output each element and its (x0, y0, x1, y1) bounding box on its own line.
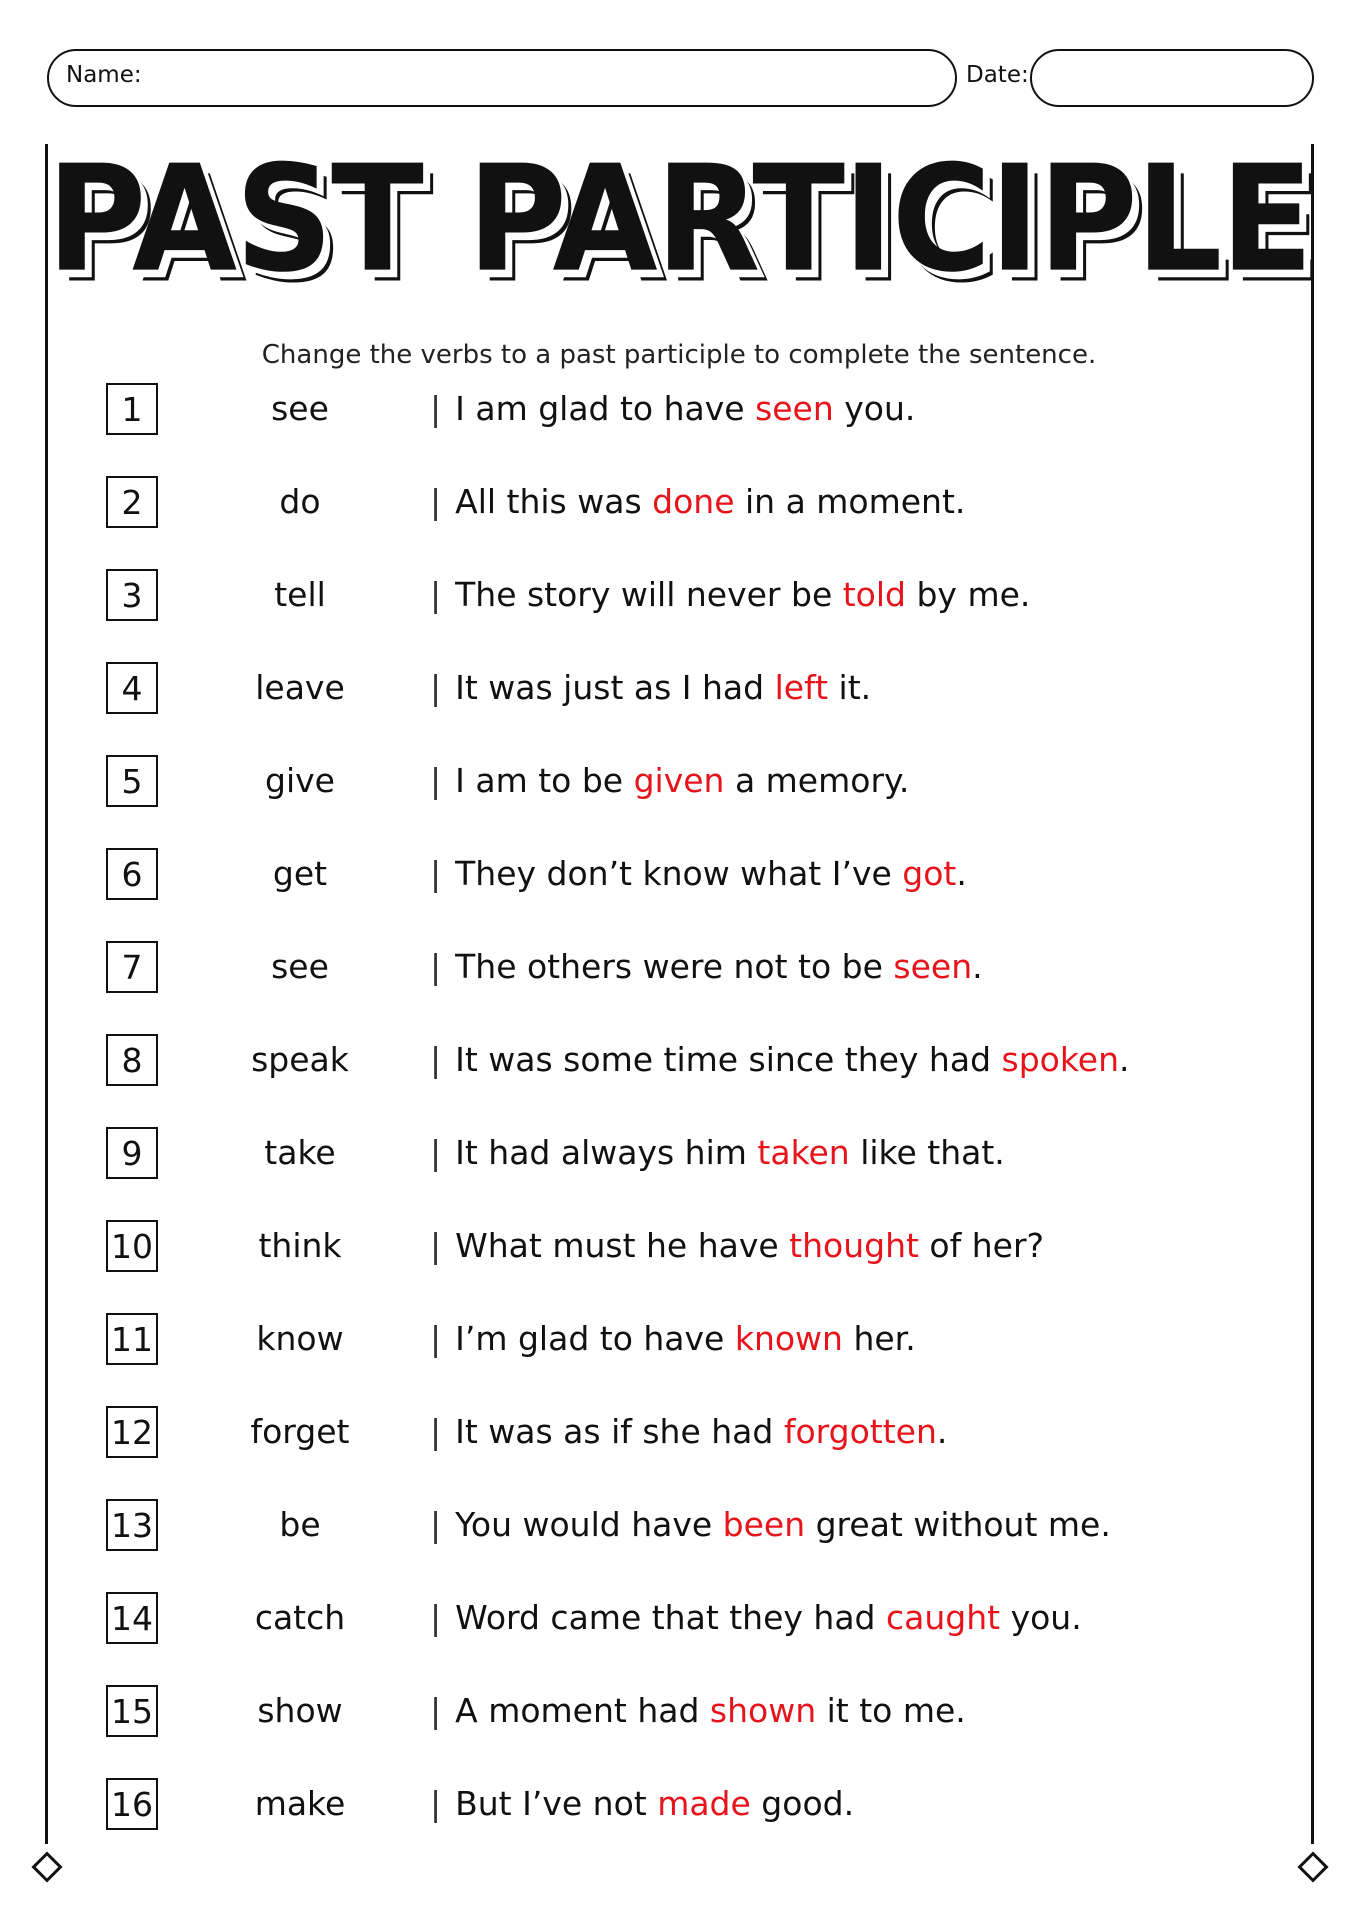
separator: | (430, 854, 442, 893)
sentence-after: of her? (918, 1226, 1045, 1265)
sentence-before: The others were not to be (455, 947, 894, 986)
exercise-row (0, 1685, 1358, 1778)
base-verb: tell (274, 575, 326, 614)
item-number: 5 (106, 755, 158, 807)
separator: | (430, 1505, 442, 1544)
base-verb: think (258, 1226, 342, 1265)
item-number: 14 (106, 1592, 158, 1644)
answer-word: spoken (1001, 1040, 1119, 1079)
sentence-before: I am glad to have (455, 389, 756, 428)
separator: | (430, 389, 442, 428)
sentence-before: I’m glad to have (455, 1319, 735, 1358)
sentence-after: in a moment. (734, 482, 966, 521)
sentence (430, 1412, 947, 1451)
sentence-after: . (1119, 1040, 1130, 1079)
sentence-after: you. (833, 389, 916, 428)
item-number: 16 (106, 1778, 158, 1830)
separator: | (430, 1319, 442, 1358)
item-number: 10 (106, 1220, 158, 1272)
sentence-after: like that. (849, 1133, 1005, 1172)
item-number: 2 (106, 476, 158, 528)
sentence (430, 1040, 1130, 1079)
sentence (430, 854, 967, 893)
item-number: 15 (106, 1685, 158, 1737)
base-verb: forget (250, 1412, 350, 1451)
separator: | (430, 1040, 442, 1079)
sentence-before: All this was (455, 482, 653, 521)
sentence (430, 1133, 1005, 1172)
sentence (430, 1319, 916, 1358)
base-verb: take (264, 1133, 336, 1172)
sentence (430, 389, 915, 428)
sentence (430, 575, 1030, 614)
exercise-row (0, 1778, 1358, 1871)
sentence-before: It was as if she had (455, 1412, 784, 1451)
exercise-row (0, 848, 1358, 941)
sentence-before: It was some time since they had (455, 1040, 1002, 1079)
base-verb: do (279, 482, 321, 521)
exercise-list (0, 383, 1358, 1871)
answer-word: left (774, 668, 829, 707)
base-verb: show (257, 1691, 343, 1730)
answer-word: made (657, 1784, 751, 1823)
sentence-after: . (956, 854, 967, 893)
base-verb: see (271, 389, 329, 428)
instructions: Change the verbs to a past participle to complete the sentence. (261, 340, 1097, 370)
sentence-before: What must he have (455, 1226, 790, 1265)
answer-word: shown (709, 1691, 817, 1730)
item-number: 1 (106, 383, 158, 435)
separator: | (430, 482, 442, 521)
sentence-after: her. (842, 1319, 916, 1358)
date-field[interactable] (1030, 49, 1314, 107)
base-verb: give (265, 761, 335, 800)
date-label: Date: (966, 62, 1029, 88)
separator: | (430, 947, 442, 986)
item-number: 12 (106, 1406, 158, 1458)
exercise-row (0, 755, 1358, 848)
exercise-row (0, 383, 1358, 476)
base-verb: catch (254, 1598, 346, 1637)
answer-word: seen (755, 389, 834, 428)
separator: | (430, 1691, 442, 1730)
exercise-row (0, 1220, 1358, 1313)
sentence-after: . (936, 1412, 948, 1451)
base-verb: speak (251, 1040, 349, 1079)
sentence (430, 668, 871, 707)
sentence-before: The story will never be (455, 575, 843, 614)
exercise-row (0, 1127, 1358, 1220)
separator: | (430, 668, 442, 707)
exercise-row (0, 1499, 1358, 1592)
exercise-row (0, 1313, 1358, 1406)
separator: | (430, 761, 442, 800)
sentence-after: . (972, 947, 983, 986)
item-number: 11 (106, 1313, 158, 1365)
name-label: Name: (66, 62, 142, 88)
exercise-row (0, 1592, 1358, 1685)
item-number: 4 (106, 662, 158, 714)
separator: | (430, 575, 442, 614)
separator: | (430, 1412, 442, 1451)
exercise-row (0, 941, 1358, 1034)
sentence (430, 761, 909, 800)
sentence (430, 1505, 1111, 1544)
item-number: 13 (106, 1499, 158, 1551)
answer-word: given (633, 761, 725, 800)
answer-word: known (734, 1319, 843, 1358)
page-title: PAST PARTICIPLE (46, 134, 1312, 306)
base-verb: leave (255, 668, 345, 707)
item-number: 3 (106, 569, 158, 621)
answer-word: been (722, 1505, 806, 1544)
base-verb: see (271, 947, 329, 986)
sentence (430, 1784, 854, 1823)
answer-word: taken (757, 1133, 850, 1172)
answer-word: forgotten (783, 1412, 937, 1451)
exercise-row (0, 476, 1358, 569)
sentence-after: by me. (905, 575, 1031, 614)
sentence (430, 1598, 1082, 1637)
answer-word: thought (789, 1226, 919, 1265)
separator: | (430, 1598, 442, 1637)
item-number: 7 (106, 941, 158, 993)
separator: | (430, 1784, 442, 1823)
separator: | (430, 1226, 442, 1265)
name-field[interactable] (47, 49, 957, 107)
answer-word: seen (893, 947, 973, 986)
sentence (430, 1691, 966, 1730)
exercise-row (0, 1034, 1358, 1127)
separator: | (430, 1133, 442, 1172)
exercise-row (0, 569, 1358, 662)
sentence-after: it to me. (816, 1691, 966, 1730)
answer-word: caught (886, 1598, 1001, 1637)
sentence-before: But I’ve not (455, 1784, 658, 1823)
sentence (430, 1226, 1044, 1265)
sentence-before: They don’t know what I’ve (455, 854, 903, 893)
sentence-before: You would have (455, 1505, 723, 1544)
base-verb: be (279, 1505, 321, 1544)
base-verb: get (272, 854, 328, 893)
item-number: 6 (106, 848, 158, 900)
answer-word: got (902, 854, 957, 893)
sentence-before: Word came that they had (455, 1598, 886, 1637)
sentence-after: it. (828, 668, 872, 707)
item-number: 9 (106, 1127, 158, 1179)
sentence (430, 947, 983, 986)
base-verb: know (256, 1319, 344, 1358)
sentence (430, 482, 965, 521)
exercise-row (0, 1406, 1358, 1499)
sentence-before: It had always him (455, 1133, 758, 1172)
sentence-before: A moment had (455, 1691, 710, 1730)
sentence-after: great without me. (805, 1505, 1111, 1544)
sentence-after: you. (1000, 1598, 1082, 1637)
base-verb: make (254, 1784, 346, 1823)
sentence-before: It was just as I had (455, 668, 775, 707)
sentence-after: good. (750, 1784, 855, 1823)
answer-word: done (652, 482, 735, 521)
sentence-before: I am to be (455, 761, 634, 800)
exercise-row (0, 662, 1358, 755)
answer-word: told (842, 575, 906, 614)
sentence-after: a memory. (724, 761, 910, 800)
item-number: 8 (106, 1034, 158, 1086)
